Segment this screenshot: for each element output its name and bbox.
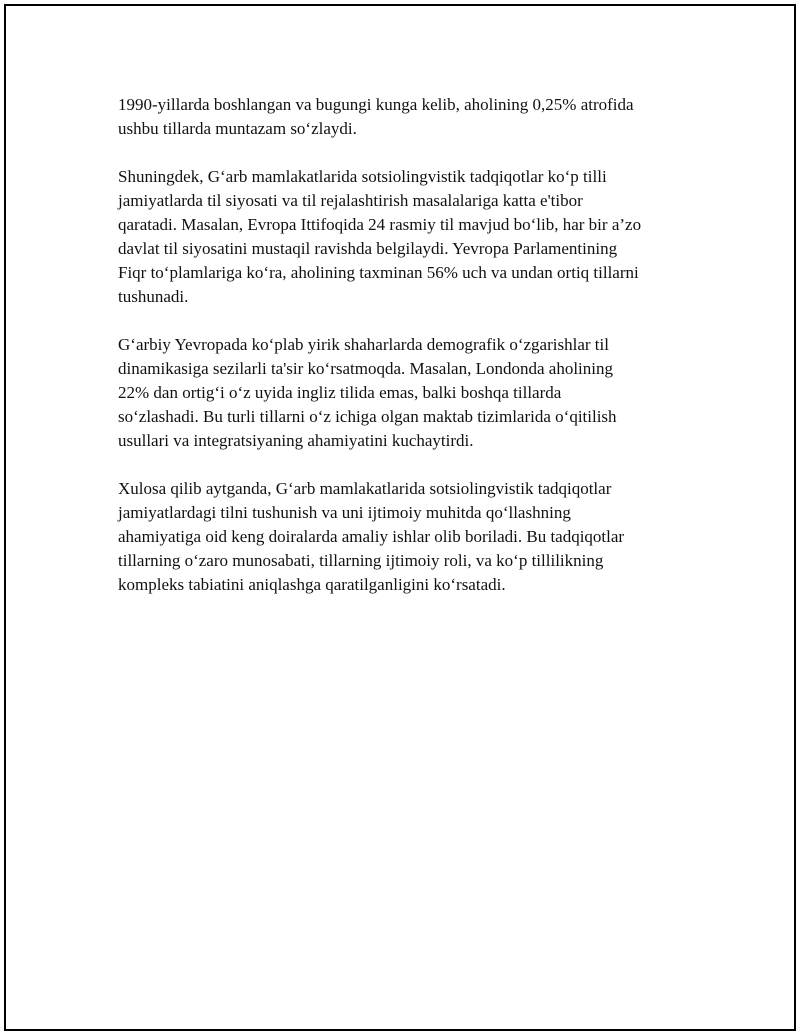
paragraph-4: [118, 477, 688, 597]
text-line: tushunadi.: [118, 287, 189, 306]
document-body: [118, 93, 688, 621]
text-line: ushbu tillarda muntazam so‘zlaydi.: [118, 119, 357, 138]
text-line: ahamiyatiga oid keng doiralarda amaliy ishlar olib boriladi. Bu tadqiqotlar: [118, 527, 625, 546]
paragraph-2: [118, 165, 688, 309]
text-line: dinamikasiga sezilarli ta'sir ko‘rsatmoqda. Masalan, Londonda aholining: [118, 359, 613, 378]
paragraph-1: [118, 93, 688, 141]
text-line: qaratadi. Masalan, Evropa Ittifoqida 24 rasmiy til mavjud bo‘lib, har bir a’zo: [118, 215, 642, 234]
paragraph-3: [118, 333, 688, 453]
text-line: G‘arbiy Yevropada ko‘plab yirik shaharlarda demografik o‘zgarishlar til: [118, 335, 609, 354]
text-line: so‘zlashadi. Bu turli tillarni o‘z ichiga olgan maktab tizimlarida o‘qitilish: [118, 407, 617, 426]
text-line: Shuningdek, G‘arb mamlakatlarida sotsiolingvistik tadqiqotlar ko‘p tilli: [118, 167, 607, 186]
text-line: Fiqr to‘plamlariga ko‘ra, aholining taxminan 56% uch va undan ortiq tillarni: [118, 263, 639, 282]
text-line: kompleks tabiatini aniqlashga qaratilganligini ko‘rsatadi.: [118, 575, 506, 594]
text-line: 1990-yillarda boshlangan va bugungi kunga kelib, aholining 0,25% atrofida: [118, 95, 634, 114]
text-line: Xulosa qilib aytganda, G‘arb mamlakatlarida sotsiolingvistik tadqiqotlar: [118, 479, 612, 498]
text-line: jamiyatlardagi tilni tushunish va uni ijtimoiy muhitda qo‘llashning: [118, 503, 571, 522]
text-line: davlat til siyosatini mustaqil ravishda belgilaydi. Yevropa Parlamentining: [118, 239, 618, 258]
text-line: tillarning o‘zaro munosabati, tillarning ijtimoiy roli, va ko‘p tillilikning: [118, 551, 604, 570]
text-line: jamiyatlarda til siyosati va til rejalashtirish masalalariga katta e'tibor: [118, 191, 583, 210]
text-line: 22% dan ortig‘i o‘z uyida ingliz tilida emas, balki boshqa tillarda: [118, 383, 562, 402]
text-line: usullari va integratsiyaning ahamiyatini kuchaytirdi.: [118, 431, 474, 450]
